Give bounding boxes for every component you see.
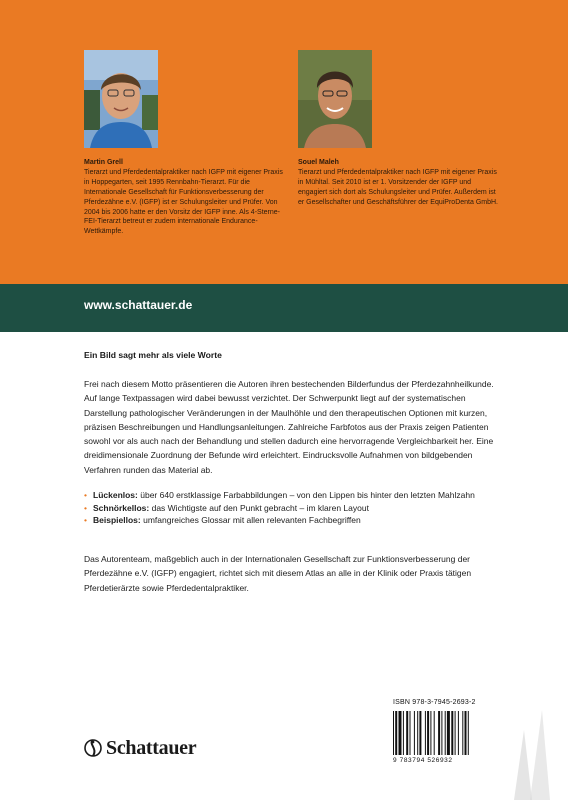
author-photo-grell [84,50,158,148]
author-name: Martin Grell [84,159,123,166]
barcode-digits: 9 783794 526932 [393,757,453,764]
list-item [84,514,504,527]
blurb-intro: Frei nach diesem Motto präsentieren die Autoren ihren bestechenden Bilderfundus der Pferdezahnheilkunde. Auf lange Textpassagen wird dabei bewusst verzichtet. Der Schwerpunkt liegt auf der systematischen Darstellung pathologischer Veränderungen in der Maulhöhle und den therapeutischen Optionen mit kurzen, präzisen Beschreibungen und Handlungsanleitungen. Zahlreiche Farbfotos aus der Praxis zeigen Patienten sowohl vor als auch nach der Behandlung und stellen dadurch eine hervorragende Vergleichbarkeit her. Eine dreidimensionale Zuordnung der Befunde wird erleichtert. Eindrucksvolle Aufnahmen von bildgebenden Verfahren runden das Material ab. [84,379,494,475]
feature-term: Schnörkellos: [93,502,150,513]
author-photo-maleh [298,50,372,148]
feature-text: über 640 erstklassige Farbabbildungen – von den Lippen bis hinter den letzten Mahlzahn [140,490,475,500]
list-item [84,502,504,515]
feature-term: Beispiellos: [93,515,141,526]
publisher-logo [84,734,196,762]
author-bio-grell [84,158,284,237]
author-name: Souel Maleh [298,159,339,166]
feature-text: umfangreiches Glossar mit allen relevanten Fachbegriffen [143,515,361,526]
feature-list [84,489,504,527]
watermark-shape [506,690,556,800]
isbn-barcode [393,711,501,755]
author-bio-maleh [298,158,498,208]
publisher-name: Schattauer [106,736,197,759]
blurb-headline: Ein Bild sagt mehr als viele Worte [84,350,222,360]
isbn-label: ISBN 978-3-7945-2693-2 [393,699,476,706]
schattauer-logo-icon [84,736,102,760]
publisher-website: www.schattauer.de [84,298,193,312]
author-bio-text: Tierarzt und Pferdedentalpraktiker nach IGFP mit eigener Praxis in Mühltal. Seit 2010 ist er 1. Vorsitzender der IGFP und engagiert sich dort als Schulungsleiter und Prüfer. Außerdem ist er Gesellschafter und Geschäftsführer der EquiProDenta GmbH. [298,168,498,206]
feature-text: das Wichtigste auf den Punkt gebracht – im klaren Layout [151,502,369,513]
author-bio-text: Tierarzt und Pferdedentalpraktiker nach IGFP mit eigener Praxis in Hoppegarten, seit 1995 Rennbahn-Tierarzt. Für die Internationale Gesellschaft für Funktionsverbesserung der Pferdezähne e.V. (IGFP) ist er Schulungsleiter und Prüfer. Von 2004 bis 2006 hatte er den Vorsitz der IGFP inne. Als 4-Sterne-FEI-Tierarzt betreut er zudem internationale Endurance-Wettkämpfe. [84,168,283,236]
list-item [84,489,504,502]
blurb-closing: Das Autorenteam, maßgeblich auch in der Internationalen Gesellschaft zur Funktionsverbesserung der Pferdezähne e.V. (IGFP) engagiert, richtet sich mit diesem Atlas an alle in der Klinik oder Praxis tätigen Pferdetierärzte sowie Pferdedentalpraktiker. [84,554,472,593]
feature-term: Lückenlos: [93,490,138,500]
